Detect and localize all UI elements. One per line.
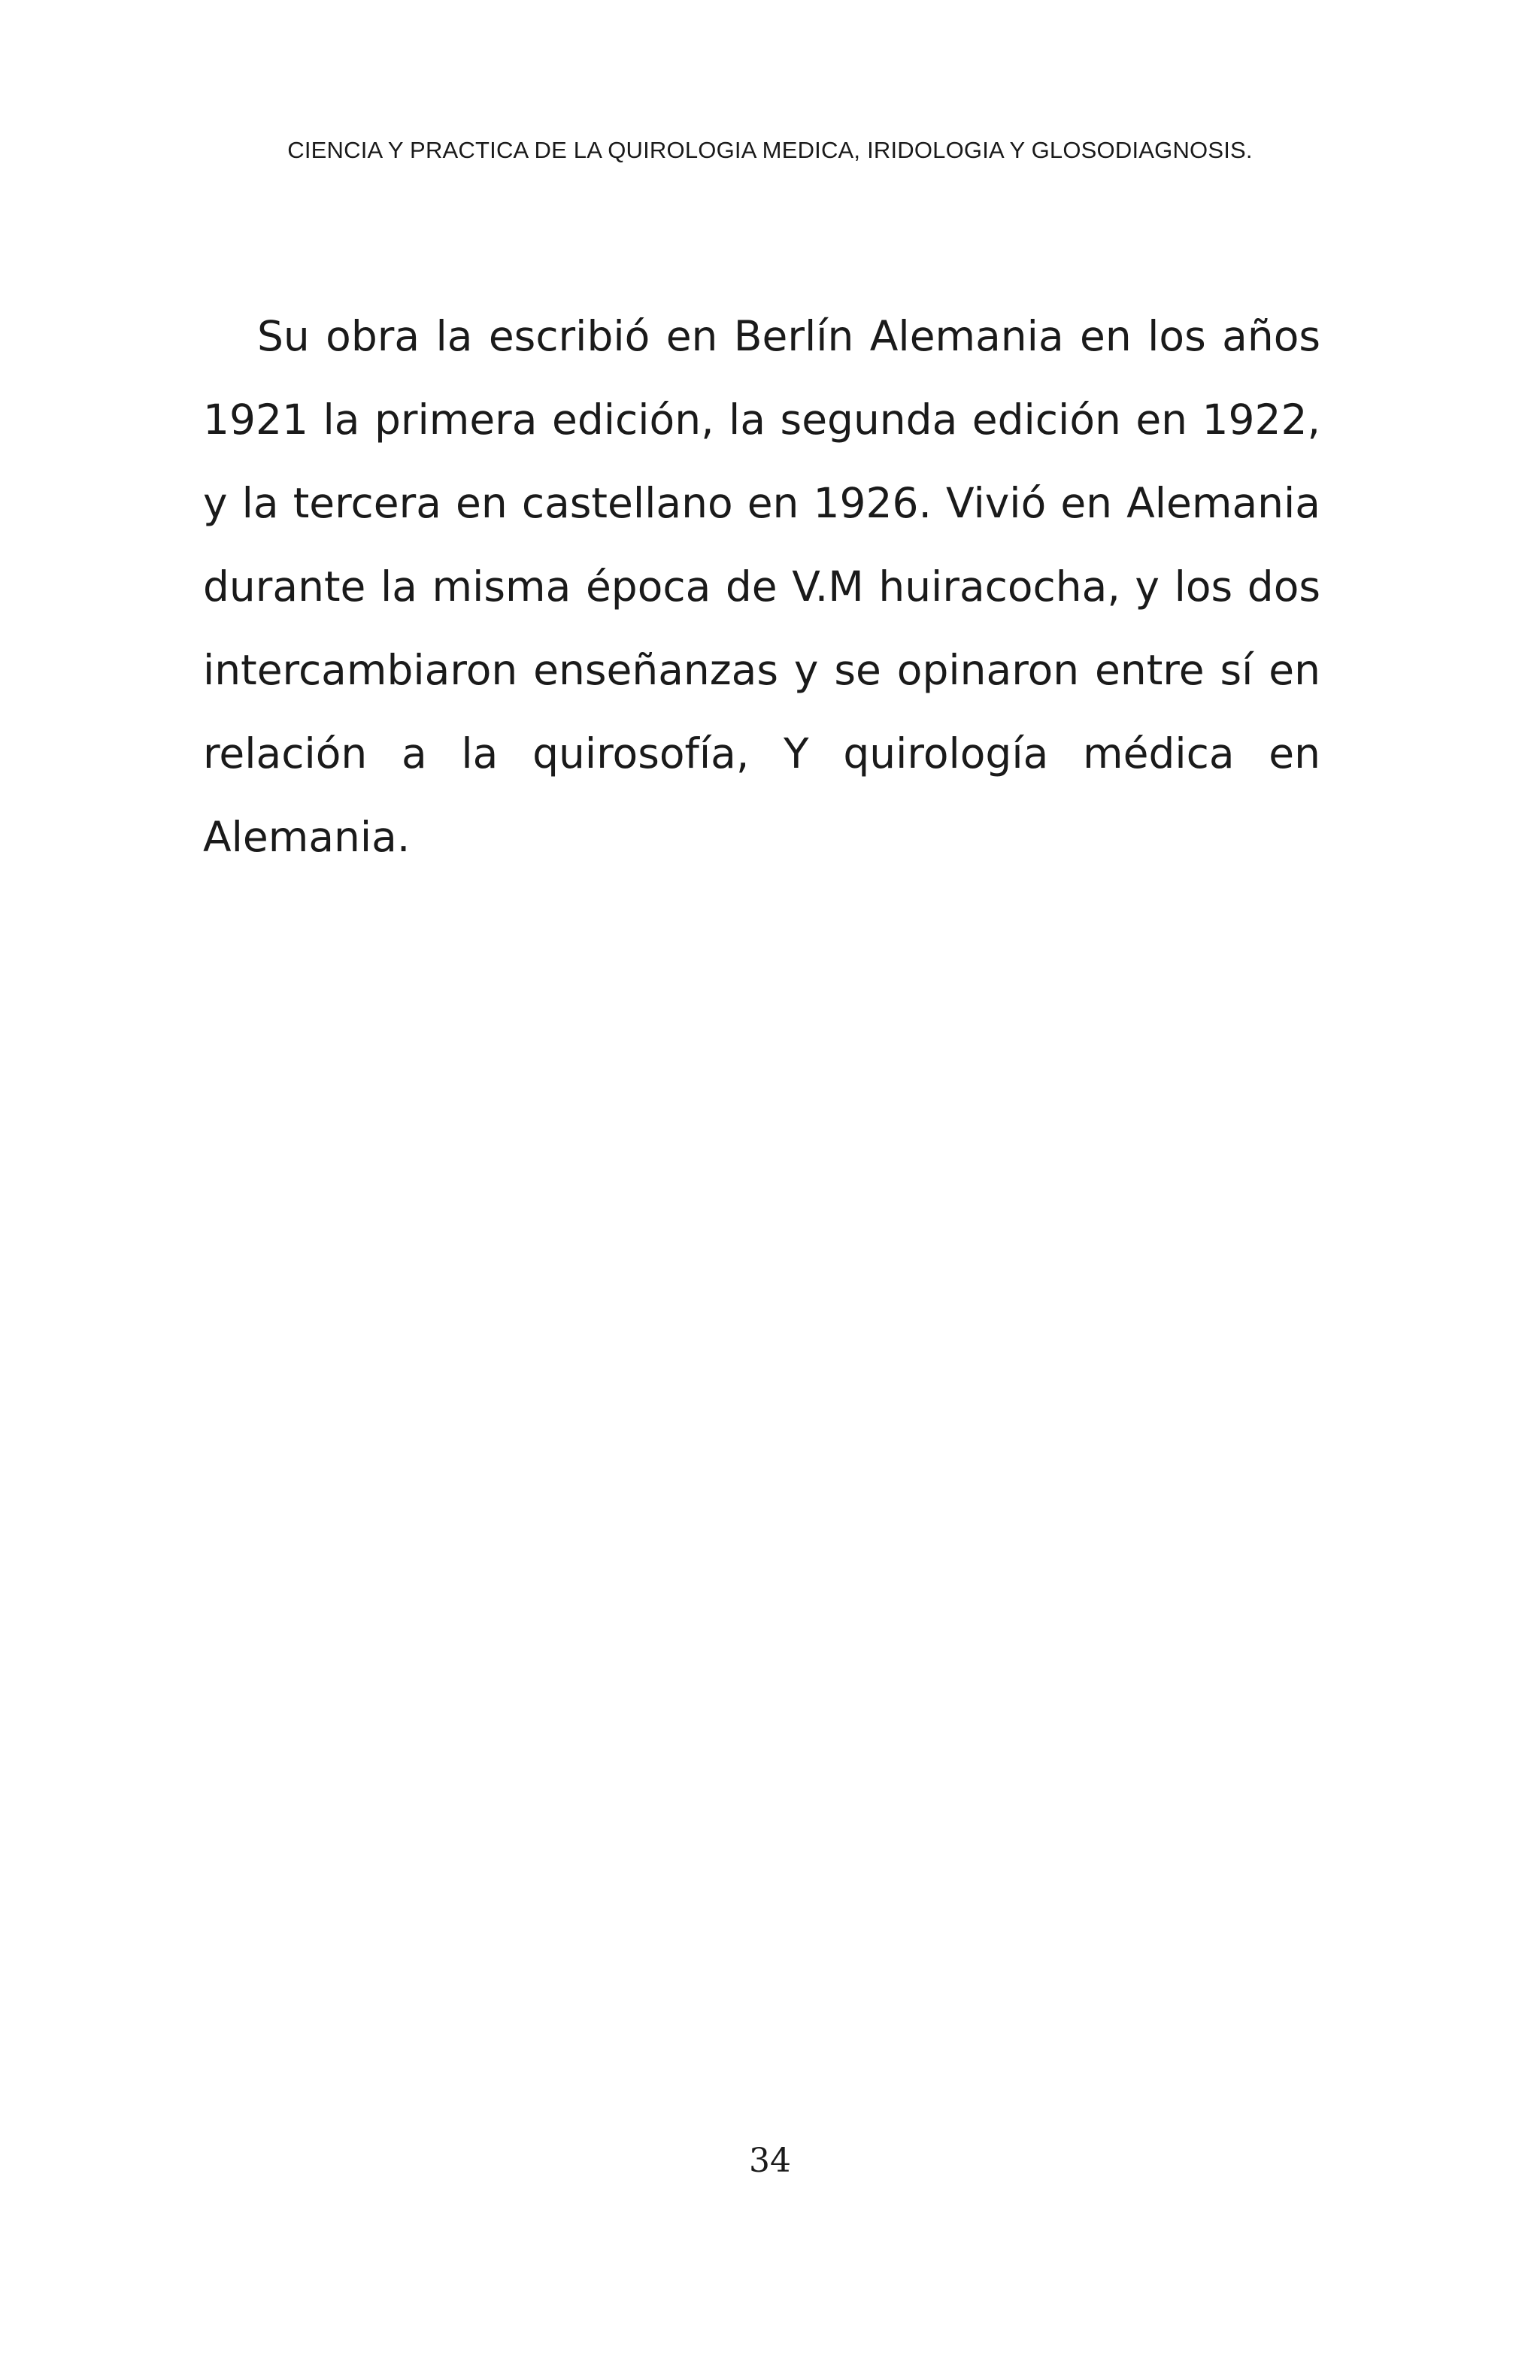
body-paragraph: Su obra la escribió en Berlín Alemania en los años 1921 la primera edición, la segunda edición en 1922, y la tercera en castellano en 1926. Vivió en Alemania durante la misma época de V.M huiracocha, y los dos intercambiaron enseñanzas y se opinaron entre sí en relación a la quirosofía, Y quirología médica en Alemania. — [203, 312, 1320, 861]
running-header: CIENCIA Y PRACTICA DE LA QUIROLOGIA MEDICA, IRIDOLOGIA Y GLOSODIAGNOSIS. — [287, 137, 1253, 163]
page-number: 34 — [749, 2142, 791, 2180]
